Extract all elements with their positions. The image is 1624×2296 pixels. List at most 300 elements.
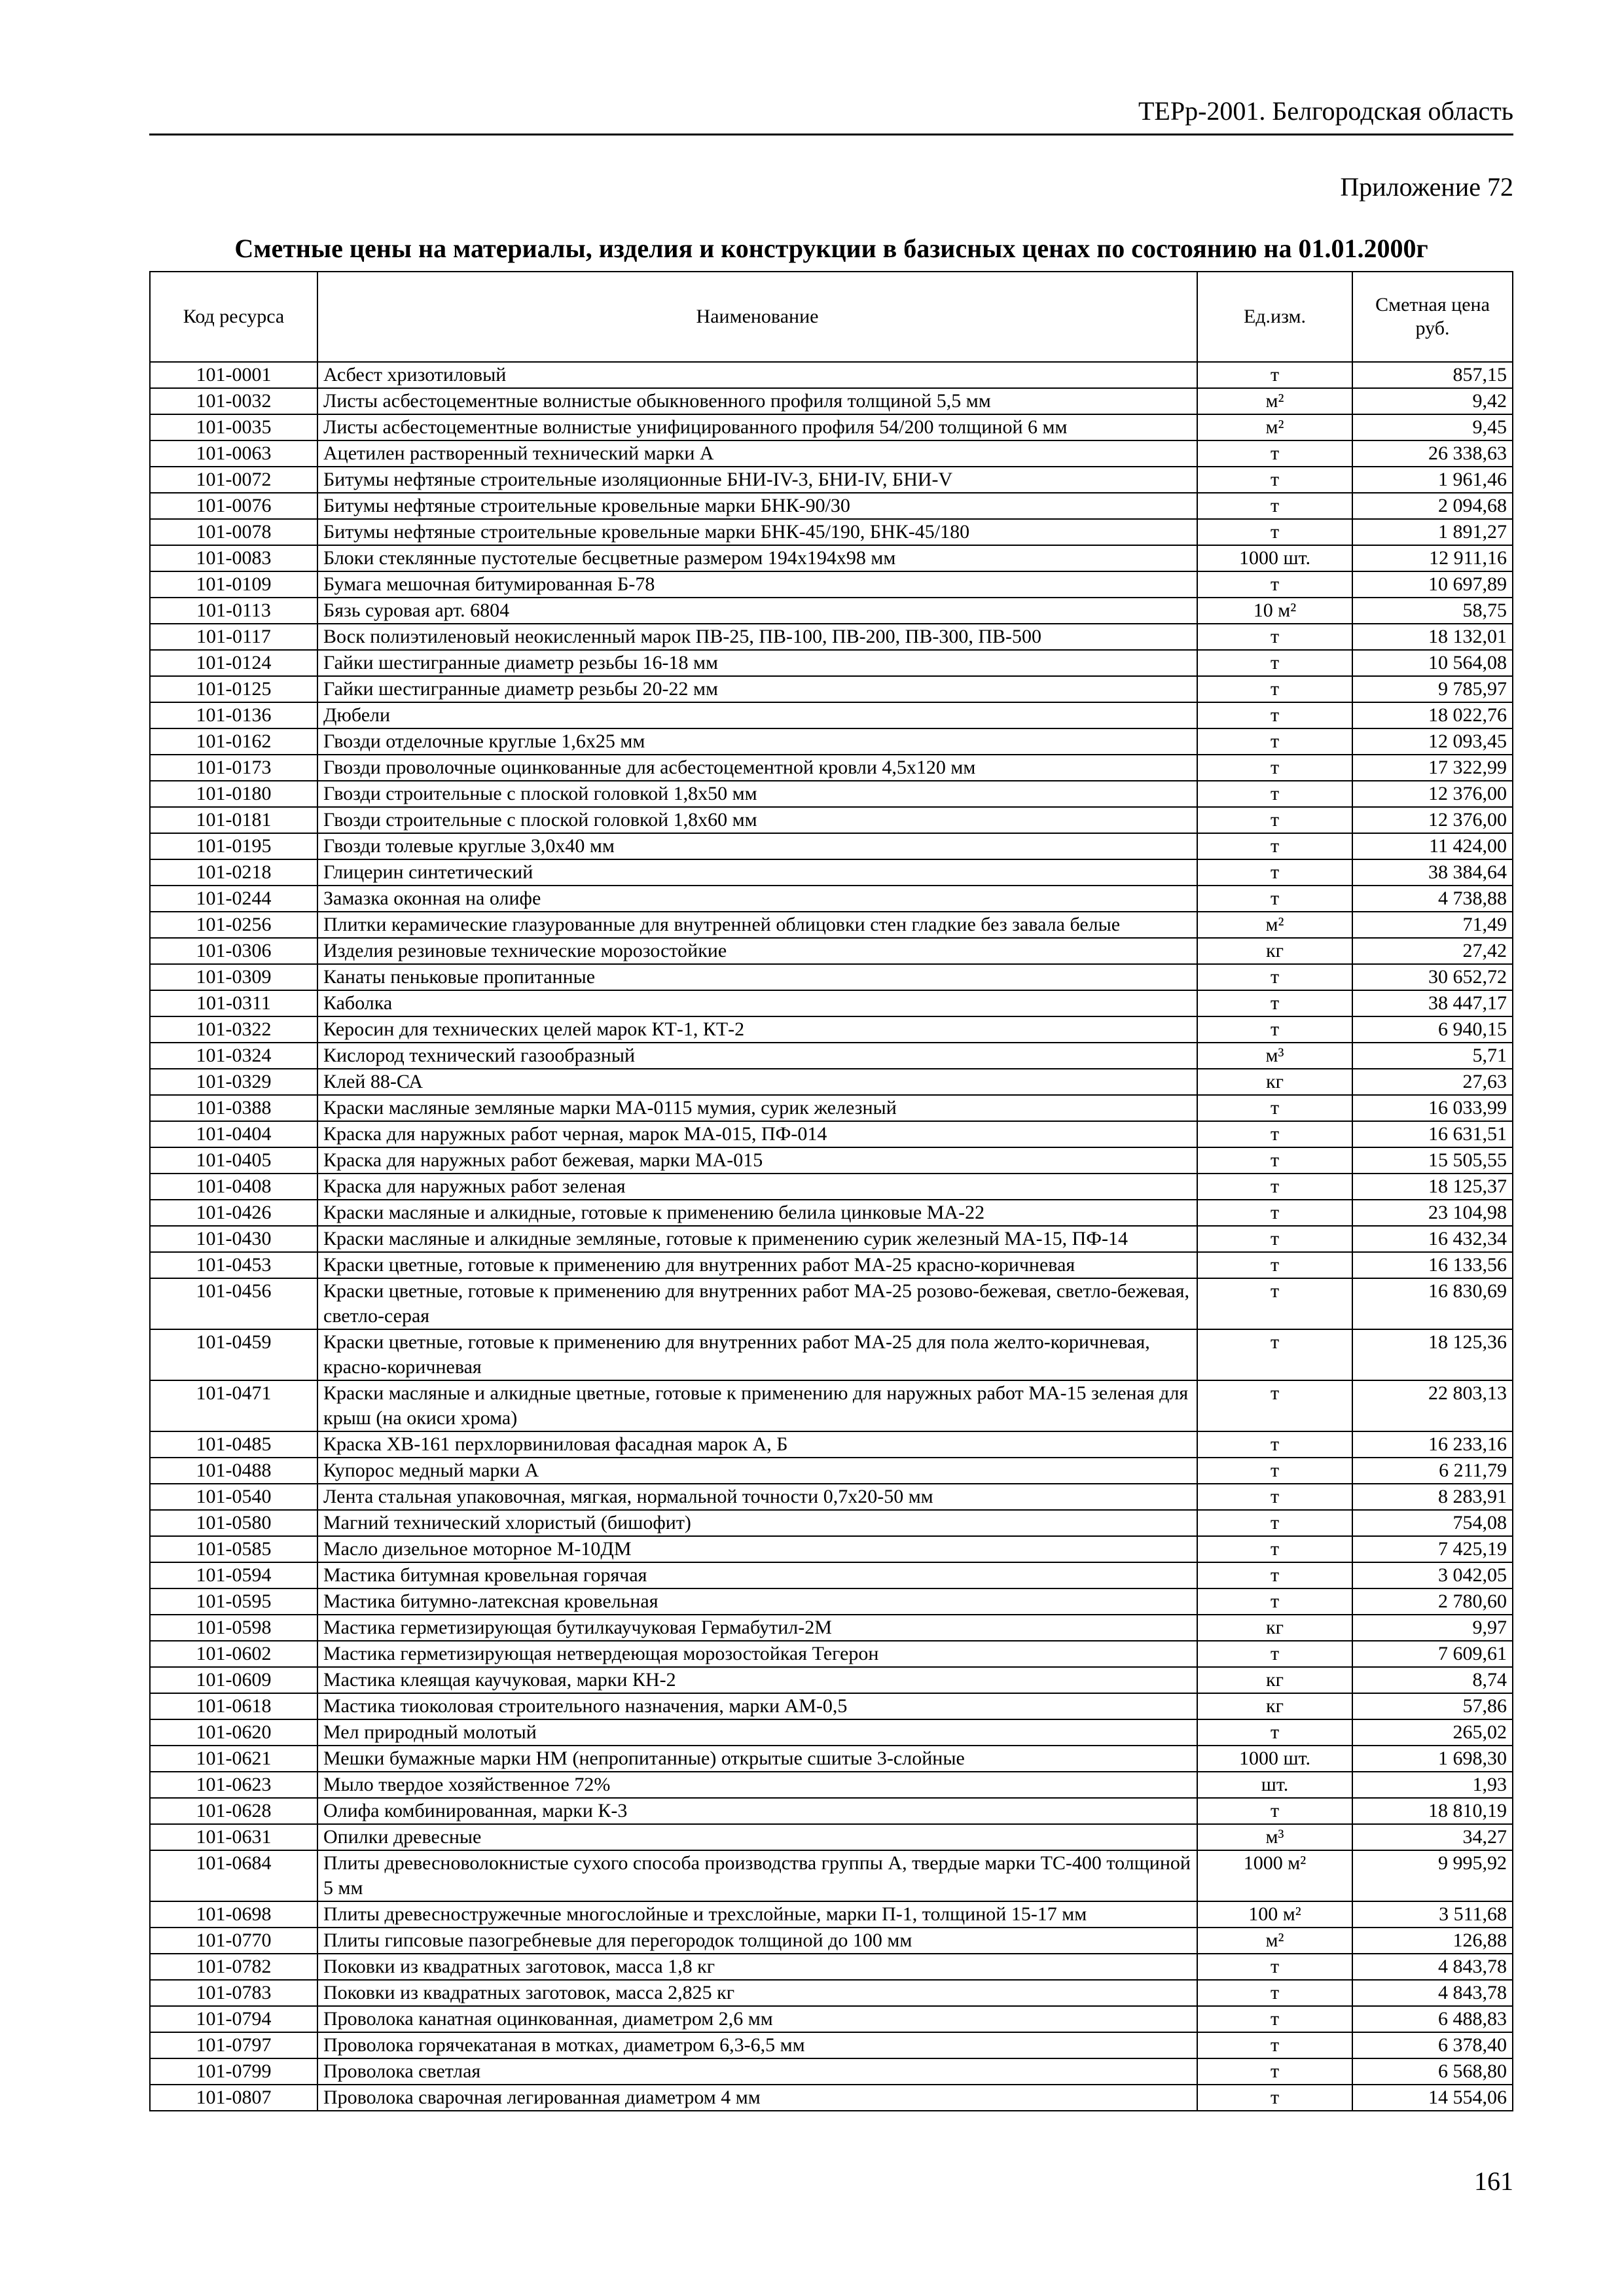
- cell-unit: т: [1197, 2085, 1352, 2111]
- cell-name: Поковки из квадратных заготовок, масса 2,825 кг: [317, 1980, 1197, 2006]
- table-row: [150, 1458, 1513, 1484]
- cell-unit: т: [1197, 1458, 1352, 1484]
- table-row: [150, 1536, 1513, 1562]
- cell-price: 4 738,88: [1352, 886, 1513, 912]
- cell-code: 101-0322: [150, 1016, 317, 1043]
- table-row: [150, 938, 1513, 964]
- cell-name: Мастика герметизирующая бутилкаучуковая Гермабутил-2М: [317, 1615, 1197, 1641]
- table-row: [150, 362, 1513, 388]
- cell-unit: т: [1197, 833, 1352, 859]
- cell-name: Кислород технический газообразный: [317, 1043, 1197, 1069]
- cell-name: Масло дизельное моторное М-10ДМ: [317, 1536, 1197, 1562]
- cell-unit: т: [1197, 2058, 1352, 2085]
- table-row: [150, 2058, 1513, 2085]
- cell-unit: т: [1197, 493, 1352, 519]
- table-row: [150, 728, 1513, 755]
- table-row: [150, 1278, 1513, 1329]
- cell-price: 1,93: [1352, 1772, 1513, 1798]
- cell-unit: т: [1197, 650, 1352, 676]
- table-row: [150, 467, 1513, 493]
- cell-name: Плиты древесноволокнистые сухого способа производства группы А, твердые марки ТС-400 толщиной 5 мм: [317, 1850, 1197, 1901]
- cell-name: Краска для наружных работ зеленая: [317, 1174, 1197, 1200]
- cell-price: 34,27: [1352, 1824, 1513, 1850]
- cell-name: Мастика герметизирующая нетвердеющая морозостойкая Тегерон: [317, 1641, 1197, 1667]
- cell-price: 265,02: [1352, 1719, 1513, 1746]
- cell-price: 2 780,60: [1352, 1588, 1513, 1615]
- cell-unit: т: [1197, 1095, 1352, 1121]
- cell-code: 101-0628: [150, 1798, 317, 1824]
- cell-unit: т: [1197, 1329, 1352, 1380]
- cell-code: 101-0001: [150, 362, 317, 388]
- cell-price: 12 093,45: [1352, 728, 1513, 755]
- cell-unit: 1000 м²: [1197, 1850, 1352, 1901]
- cell-price: 71,49: [1352, 912, 1513, 938]
- cell-name: Краска ХВ-161 перхлорвиниловая фасадная марок А, Б: [317, 1431, 1197, 1458]
- cell-name: Гвозди проволочные оцинкованные для асбестоцементной кровли 4,5х120 мм: [317, 755, 1197, 781]
- cell-code: 101-0113: [150, 598, 317, 624]
- column-header-name: Наименование: [317, 272, 1197, 362]
- cell-unit: т: [1197, 1016, 1352, 1043]
- cell-price: 15 505,55: [1352, 1147, 1513, 1174]
- cell-price: 754,08: [1352, 1510, 1513, 1536]
- appendix-label: Приложение 72: [1340, 172, 1513, 202]
- cell-code: 101-0598: [150, 1615, 317, 1641]
- cell-code: 101-0471: [150, 1380, 317, 1431]
- cell-unit: т: [1197, 1588, 1352, 1615]
- cell-name: Клей 88-СА: [317, 1069, 1197, 1095]
- cell-unit: т: [1197, 440, 1352, 467]
- table-row: [150, 702, 1513, 728]
- table-row: [150, 1954, 1513, 1980]
- cell-price: 9 995,92: [1352, 1850, 1513, 1901]
- table-row: [150, 1641, 1513, 1667]
- cell-price: 38 447,17: [1352, 990, 1513, 1016]
- cell-name: Гвозди строительные с плоской головкой 1,8х50 мм: [317, 781, 1197, 807]
- cell-name: Листы асбестоцементные волнистые обыкновенного профиля толщиной 5,5 мм: [317, 388, 1197, 414]
- cell-unit: т: [1197, 1200, 1352, 1226]
- cell-price: 126,88: [1352, 1928, 1513, 1954]
- cell-name: Дюбели: [317, 702, 1197, 728]
- cell-code: 101-0485: [150, 1431, 317, 1458]
- cell-code: 101-0218: [150, 859, 317, 886]
- cell-price: 18 132,01: [1352, 624, 1513, 650]
- table-row: [150, 1510, 1513, 1536]
- cell-name: Купорос медный марки А: [317, 1458, 1197, 1484]
- cell-code: 101-0329: [150, 1069, 317, 1095]
- cell-price: 9,45: [1352, 414, 1513, 440]
- cell-code: 101-0311: [150, 990, 317, 1016]
- cell-price: 1 698,30: [1352, 1746, 1513, 1772]
- cell-code: 101-0585: [150, 1536, 317, 1562]
- table-row: [150, 1746, 1513, 1772]
- table-row: [150, 1980, 1513, 2006]
- cell-name: Плиты гипсовые пазогребневые для перегородок толщиной до 100 мм: [317, 1928, 1197, 1954]
- table-row: [150, 1200, 1513, 1226]
- cell-price: 857,15: [1352, 362, 1513, 388]
- table-row: [150, 1121, 1513, 1147]
- cell-name: Гайки шестигранные диаметр резьбы 20-22 мм: [317, 676, 1197, 702]
- cell-name: Мастика клеящая каучуковая, марки КН-2: [317, 1667, 1197, 1693]
- price-table: [149, 271, 1513, 2111]
- cell-code: 101-0388: [150, 1095, 317, 1121]
- cell-unit: м³: [1197, 1824, 1352, 1850]
- cell-code: 101-0794: [150, 2006, 317, 2032]
- cell-name: Плитки керамические глазурованные для внутренней облицовки стен гладкие без завала белые: [317, 912, 1197, 938]
- cell-code: 101-0109: [150, 571, 317, 598]
- cell-name: Магний технический хлористый (бишофит): [317, 1510, 1197, 1536]
- cell-unit: м³: [1197, 1043, 1352, 1069]
- cell-unit: т: [1197, 781, 1352, 807]
- cell-unit: т: [1197, 2006, 1352, 2032]
- cell-code: 101-0309: [150, 964, 317, 990]
- cell-code: 101-0770: [150, 1928, 317, 1954]
- cell-price: 14 554,06: [1352, 2085, 1513, 2111]
- cell-unit: т: [1197, 1174, 1352, 1200]
- cell-price: 30 652,72: [1352, 964, 1513, 990]
- cell-price: 11 424,00: [1352, 833, 1513, 859]
- cell-unit: т: [1197, 1510, 1352, 1536]
- cell-code: 101-0782: [150, 1954, 317, 1980]
- cell-name: Краска для наружных работ черная, марок МА-015, ПФ-014: [317, 1121, 1197, 1147]
- cell-price: 16 033,99: [1352, 1095, 1513, 1121]
- cell-name: Краски масляные и алкидные цветные, готовые к применению для наружных работ МА-15 зеленая для крыш (на окиси хрома): [317, 1380, 1197, 1431]
- table-row: [150, 1095, 1513, 1121]
- cell-name: Олифа комбинированная, марки К-3: [317, 1798, 1197, 1824]
- cell-unit: м²: [1197, 1928, 1352, 1954]
- cell-code: 101-0063: [150, 440, 317, 467]
- cell-price: 16 233,16: [1352, 1431, 1513, 1458]
- cell-code: 101-0076: [150, 493, 317, 519]
- table-row: [150, 1484, 1513, 1510]
- cell-code: 101-0072: [150, 467, 317, 493]
- cell-price: 27,42: [1352, 938, 1513, 964]
- cell-unit: шт.: [1197, 1772, 1352, 1798]
- table-row: [150, 388, 1513, 414]
- cell-name: Проволока канатная оцинкованная, диаметром 2,6 мм: [317, 2006, 1197, 2032]
- cell-code: 101-0035: [150, 414, 317, 440]
- table-header-row: [150, 272, 1513, 362]
- cell-price: 6 211,79: [1352, 1458, 1513, 1484]
- table-row: [150, 493, 1513, 519]
- cell-price: 12 376,00: [1352, 781, 1513, 807]
- cell-unit: 1000 шт.: [1197, 1746, 1352, 1772]
- cell-price: 5,71: [1352, 1043, 1513, 1069]
- cell-code: 101-0162: [150, 728, 317, 755]
- cell-code: 101-0430: [150, 1226, 317, 1252]
- cell-unit: т: [1197, 1980, 1352, 2006]
- table-row: [150, 571, 1513, 598]
- header-title: ТЕРр-2001. Белгородская область: [1138, 96, 1513, 126]
- cell-name: Изделия резиновые технические морозостойкие: [317, 938, 1197, 964]
- cell-code: 101-0032: [150, 388, 317, 414]
- cell-code: 101-0180: [150, 781, 317, 807]
- cell-code: 101-0602: [150, 1641, 317, 1667]
- cell-unit: кг: [1197, 938, 1352, 964]
- cell-name: Плиты древесностружечные многослойные и трехслойные, марки П-1, толщиной 15-17 мм: [317, 1901, 1197, 1928]
- cell-code: 101-0404: [150, 1121, 317, 1147]
- cell-price: 12 376,00: [1352, 807, 1513, 833]
- cell-price: 3 042,05: [1352, 1562, 1513, 1588]
- table-row: [150, 1901, 1513, 1928]
- table-row: [150, 781, 1513, 807]
- cell-name: Битумы нефтяные строительные кровельные марки БНК-45/190, БНК-45/180: [317, 519, 1197, 545]
- cell-price: 57,86: [1352, 1693, 1513, 1719]
- cell-unit: т: [1197, 676, 1352, 702]
- cell-name: Битумы нефтяные строительные изоляционные БНИ-IV-3, БНИ-IV, БНИ-V: [317, 467, 1197, 493]
- cell-price: 8,74: [1352, 1667, 1513, 1693]
- table-row: [150, 440, 1513, 467]
- cell-code: 101-0256: [150, 912, 317, 938]
- cell-name: Мастика битумно-латексная кровельная: [317, 1588, 1197, 1615]
- cell-name: Гвозди отделочные круглые 1,6х25 мм: [317, 728, 1197, 755]
- cell-price: 2 094,68: [1352, 493, 1513, 519]
- cell-unit: т: [1197, 467, 1352, 493]
- cell-unit: м²: [1197, 912, 1352, 938]
- cell-name: Краска для наружных работ бежевая, марки МА-015: [317, 1147, 1197, 1174]
- table-row: [150, 1798, 1513, 1824]
- cell-unit: т: [1197, 964, 1352, 990]
- cell-name: Мыло твердое хозяйственное 72%: [317, 1772, 1197, 1798]
- document-title: Сметные цены на материалы, изделия и конструкции в базисных ценах по состоянию на 01.01.2000г: [234, 234, 1428, 263]
- table-row: [150, 2006, 1513, 2032]
- cell-code: 101-0459: [150, 1329, 317, 1380]
- column-header-unit: Ед.изм.: [1197, 272, 1352, 362]
- table-row: [150, 1667, 1513, 1693]
- cell-unit: т: [1197, 1121, 1352, 1147]
- table-row: [150, 912, 1513, 938]
- cell-code: 101-0488: [150, 1458, 317, 1484]
- cell-price: 16 830,69: [1352, 1278, 1513, 1329]
- cell-name: Ацетилен растворенный технический марки А: [317, 440, 1197, 467]
- cell-name: Краски цветные, готовые к применению для внутренних работ МА-25 красно-коричневая: [317, 1252, 1197, 1278]
- cell-code: 101-0807: [150, 2085, 317, 2111]
- cell-code: 101-0306: [150, 938, 317, 964]
- cell-code: 101-0580: [150, 1510, 317, 1536]
- cell-name: Замазка оконная на олифе: [317, 886, 1197, 912]
- table-row: [150, 1588, 1513, 1615]
- table-row: [150, 1380, 1513, 1431]
- cell-price: 4 843,78: [1352, 1954, 1513, 1980]
- table-row: [150, 414, 1513, 440]
- cell-unit: т: [1197, 886, 1352, 912]
- cell-name: Бязь суровая арт. 6804: [317, 598, 1197, 624]
- cell-price: 22 803,13: [1352, 1380, 1513, 1431]
- cell-price: 4 843,78: [1352, 1980, 1513, 2006]
- cell-name: Асбест хризотиловый: [317, 362, 1197, 388]
- cell-unit: т: [1197, 624, 1352, 650]
- cell-code: 101-0618: [150, 1693, 317, 1719]
- cell-price: 26 338,63: [1352, 440, 1513, 467]
- table-row: [150, 1928, 1513, 1954]
- cell-unit: т: [1197, 2032, 1352, 2058]
- table-row: [150, 1850, 1513, 1901]
- table-row: [150, 833, 1513, 859]
- cell-price: 16 631,51: [1352, 1121, 1513, 1147]
- cell-name: Мастика тиоколовая строительного назначения, марки АМ-0,5: [317, 1693, 1197, 1719]
- cell-unit: т: [1197, 1562, 1352, 1588]
- cell-name: Блоки стеклянные пустотелые бесцветные размером 194х194х98 мм: [317, 545, 1197, 571]
- table-row: [150, 1772, 1513, 1798]
- cell-unit: т: [1197, 807, 1352, 833]
- cell-price: 17 322,99: [1352, 755, 1513, 781]
- table-row: [150, 886, 1513, 912]
- cell-unit: т: [1197, 1954, 1352, 1980]
- cell-price: 7 425,19: [1352, 1536, 1513, 1562]
- cell-unit: т: [1197, 519, 1352, 545]
- cell-price: 18 125,36: [1352, 1329, 1513, 1380]
- cell-name: Мастика битумная кровельная горячая: [317, 1562, 1197, 1588]
- cell-name: Проволока светлая: [317, 2058, 1197, 2085]
- cell-unit: т: [1197, 1719, 1352, 1746]
- cell-unit: 10 м²: [1197, 598, 1352, 624]
- cell-code: 101-0595: [150, 1588, 317, 1615]
- table-row: [150, 807, 1513, 833]
- cell-price: 1 891,27: [1352, 519, 1513, 545]
- cell-price: 9,97: [1352, 1615, 1513, 1641]
- cell-unit: т: [1197, 1278, 1352, 1329]
- column-header-price: Сметная цена руб.: [1352, 272, 1513, 362]
- page-number: 161: [1474, 2166, 1513, 2196]
- cell-code: 101-0083: [150, 545, 317, 571]
- cell-name: Гайки шестигранные диаметр резьбы 16-18 мм: [317, 650, 1197, 676]
- cell-price: 6 568,80: [1352, 2058, 1513, 2085]
- cell-unit: т: [1197, 1484, 1352, 1510]
- cell-name: Канаты пеньковые пропитанные: [317, 964, 1197, 990]
- cell-unit: т: [1197, 1798, 1352, 1824]
- table-row: [150, 1719, 1513, 1746]
- cell-unit: т: [1197, 1252, 1352, 1278]
- cell-unit: т: [1197, 702, 1352, 728]
- cell-code: 101-0078: [150, 519, 317, 545]
- cell-name: Краски цветные, готовые к применению для внутренних работ МА-25 для пола желто-коричневая, красно-коричневая: [317, 1329, 1197, 1380]
- cell-unit: т: [1197, 1431, 1352, 1458]
- cell-price: 23 104,98: [1352, 1200, 1513, 1226]
- cell-unit: т: [1197, 859, 1352, 886]
- cell-name: Проволока сварочная легированная диаметром 4 мм: [317, 2085, 1197, 2111]
- cell-price: 18 125,37: [1352, 1174, 1513, 1200]
- cell-price: 6 378,40: [1352, 2032, 1513, 2058]
- cell-code: 101-0540: [150, 1484, 317, 1510]
- cell-price: 27,63: [1352, 1069, 1513, 1095]
- table-row: [150, 1824, 1513, 1850]
- cell-unit: 100 м²: [1197, 1901, 1352, 1928]
- cell-price: 16 432,34: [1352, 1226, 1513, 1252]
- cell-price: 9 785,97: [1352, 676, 1513, 702]
- cell-code: 101-0620: [150, 1719, 317, 1746]
- cell-unit: т: [1197, 362, 1352, 388]
- cell-code: 101-0783: [150, 1980, 317, 2006]
- table-row: [150, 624, 1513, 650]
- cell-code: 101-0799: [150, 2058, 317, 2085]
- cell-name: Краски масляные и алкидные земляные, готовые к применению сурик железный МА-15, ПФ-14: [317, 1226, 1197, 1252]
- cell-name: Краски цветные, готовые к применению для внутренних работ МА-25 розово-бежевая, светло-бежевая, светло-серая: [317, 1278, 1197, 1329]
- table-row: [150, 1174, 1513, 1200]
- table-row: [150, 1016, 1513, 1043]
- table-row: [150, 1693, 1513, 1719]
- cell-name: Краски масляные земляные марки МА-0115 мумия, сурик железный: [317, 1095, 1197, 1121]
- cell-name: Гвозди строительные с плоской головкой 1,8х60 мм: [317, 807, 1197, 833]
- cell-code: 101-0797: [150, 2032, 317, 2058]
- cell-code: 101-0609: [150, 1667, 317, 1693]
- cell-code: 101-0181: [150, 807, 317, 833]
- cell-code: 101-0408: [150, 1174, 317, 1200]
- cell-name: Воск полиэтиленовый неокисленный марок ПВ-25, ПВ-100, ПВ-200, ПВ-300, ПВ-500: [317, 624, 1197, 650]
- cell-unit: т: [1197, 1147, 1352, 1174]
- cell-price: 18 810,19: [1352, 1798, 1513, 1824]
- cell-price: 10 697,89: [1352, 571, 1513, 598]
- cell-code: 101-0594: [150, 1562, 317, 1588]
- cell-unit: т: [1197, 990, 1352, 1016]
- cell-name: Гвозди толевые круглые 3,0х40 мм: [317, 833, 1197, 859]
- cell-price: 6 940,15: [1352, 1016, 1513, 1043]
- table-body: [150, 362, 1513, 2111]
- cell-code: 101-0244: [150, 886, 317, 912]
- cell-name: Мел природный молотый: [317, 1719, 1197, 1746]
- cell-price: 16 133,56: [1352, 1252, 1513, 1278]
- cell-code: 101-0426: [150, 1200, 317, 1226]
- table-row: [150, 519, 1513, 545]
- column-header-code: Код ресурса: [150, 272, 317, 362]
- table-row: [150, 1226, 1513, 1252]
- cell-code: 101-0684: [150, 1850, 317, 1901]
- table-row: [150, 598, 1513, 624]
- cell-name: Глицерин синтетический: [317, 859, 1197, 886]
- cell-unit: кг: [1197, 1693, 1352, 1719]
- cell-unit: т: [1197, 755, 1352, 781]
- cell-name: Мешки бумажные марки НМ (непропитанные) открытые сшитые 3-слойные: [317, 1746, 1197, 1772]
- cell-name: Опилки древесные: [317, 1824, 1197, 1850]
- cell-price: 8 283,91: [1352, 1484, 1513, 1510]
- table-row: [150, 859, 1513, 886]
- cell-unit: кг: [1197, 1667, 1352, 1693]
- cell-price: 38 384,64: [1352, 859, 1513, 886]
- cell-code: 101-0405: [150, 1147, 317, 1174]
- cell-unit: т: [1197, 1226, 1352, 1252]
- cell-code: 101-0621: [150, 1746, 317, 1772]
- cell-name: Краски масляные и алкидные, готовые к применению белила цинковые МА-22: [317, 1200, 1197, 1226]
- cell-code: 101-0117: [150, 624, 317, 650]
- cell-price: 1 961,46: [1352, 467, 1513, 493]
- cell-price: 12 911,16: [1352, 545, 1513, 571]
- cell-code: 101-0136: [150, 702, 317, 728]
- cell-price: 3 511,68: [1352, 1901, 1513, 1928]
- cell-code: 101-0173: [150, 755, 317, 781]
- cell-unit: кг: [1197, 1615, 1352, 1641]
- cell-name: Поковки из квадратных заготовок, масса 1,8 кг: [317, 1954, 1197, 1980]
- cell-unit: т: [1197, 1641, 1352, 1667]
- cell-price: 58,75: [1352, 598, 1513, 624]
- cell-name: Бумага мешочная битумированная Б-78: [317, 571, 1197, 598]
- cell-code: 101-0124: [150, 650, 317, 676]
- table-row: [150, 1069, 1513, 1095]
- cell-price: 9,42: [1352, 388, 1513, 414]
- table-row: [150, 2032, 1513, 2058]
- table-row: [150, 1562, 1513, 1588]
- cell-unit: м²: [1197, 414, 1352, 440]
- cell-name: Листы асбестоцементные волнистые унифицированного профиля 54/200 толщиной 6 мм: [317, 414, 1197, 440]
- cell-unit: кг: [1197, 1069, 1352, 1095]
- cell-code: 101-0631: [150, 1824, 317, 1850]
- cell-name: Битумы нефтяные строительные кровельные марки БНК-90/30: [317, 493, 1197, 519]
- cell-name: Каболка: [317, 990, 1197, 1016]
- table-row: [150, 990, 1513, 1016]
- cell-price: 10 564,08: [1352, 650, 1513, 676]
- page-header: [149, 93, 1513, 135]
- cell-name: Керосин для технических целей марок КТ-1, КТ-2: [317, 1016, 1197, 1043]
- table-row: [150, 1043, 1513, 1069]
- cell-code: 101-0195: [150, 833, 317, 859]
- cell-name: Проволока горячекатаная в мотках, диаметром 6,3-6,5 мм: [317, 2032, 1197, 2058]
